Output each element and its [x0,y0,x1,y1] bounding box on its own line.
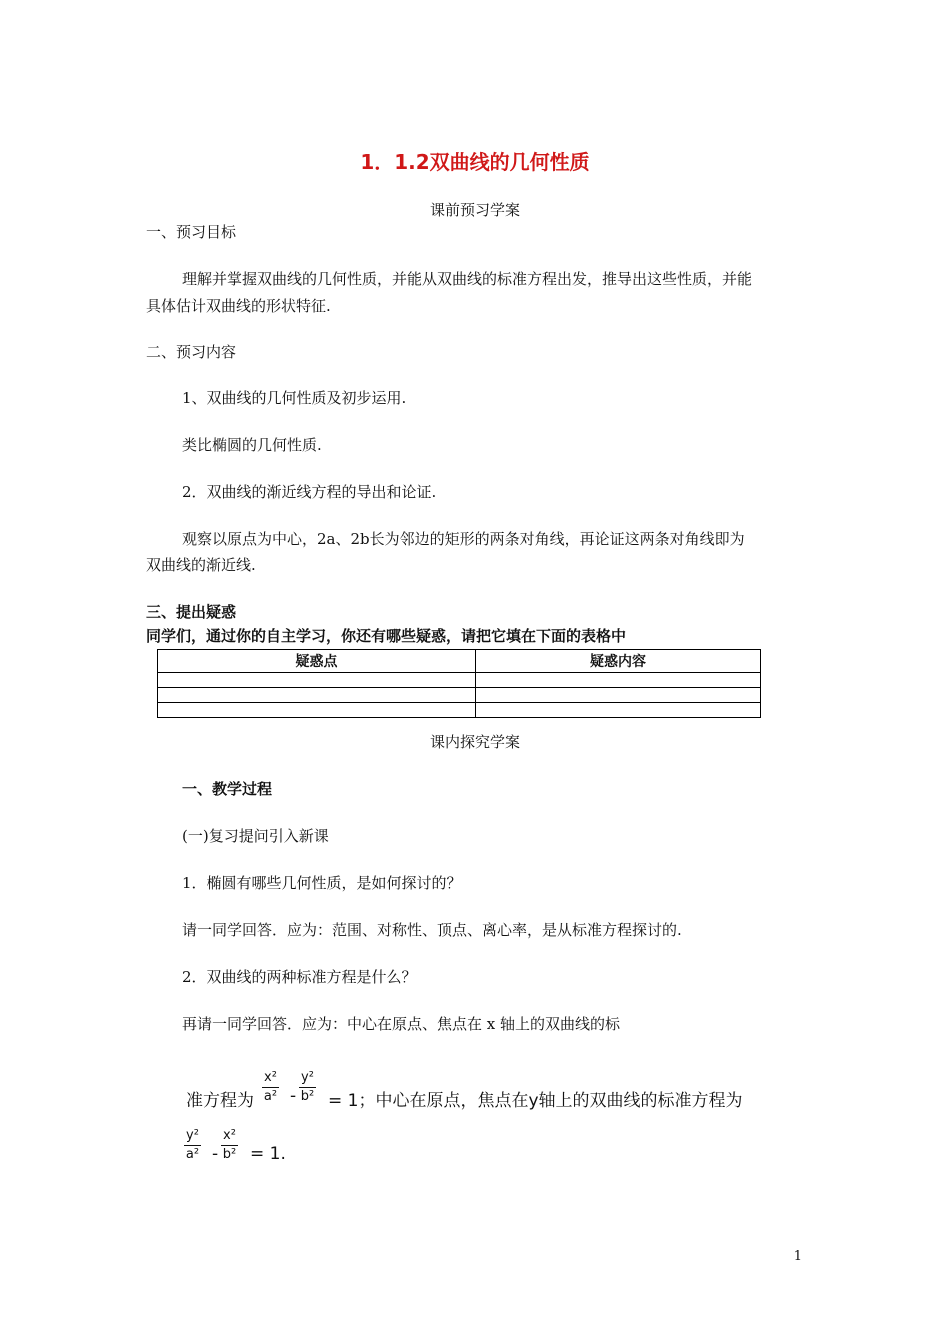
table-cell[interactable] [476,688,761,703]
table-cell[interactable] [158,703,476,718]
table-cell[interactable] [476,703,761,718]
heading-teaching-process: 一、教学过程 [182,780,273,798]
minus-sign: - [290,1086,297,1106]
table-header-content: 疑惑内容 [476,650,761,673]
section-heading-preview: 课前预习学案 [429,201,520,219]
content-item-2-line2: 双曲线的渐近线. [146,556,256,574]
table-cell[interactable] [476,673,761,688]
subheading-review: (一)复习提问引入新课 [182,827,329,845]
table-header-point: 疑惑点 [158,650,476,673]
equation-end: = 1. [250,1144,286,1164]
answer-2: 再请一同学回答．应为：中心在原点、焦点在 x 轴上的双曲线的标 [182,1015,620,1033]
goal-text-line2: 具体估计双曲线的形状特征. [146,297,331,315]
section-heading-inclass: 课内探究学案 [429,733,520,751]
heading-preview-goal: 一、预习目标 [146,223,237,241]
table-cell[interactable] [158,673,476,688]
equation-prefix: 准方程为 [186,1091,254,1111]
content-item-2: 2．双曲线的渐近线方程的导出和论证. [182,483,437,501]
page-title: 1．1.2双曲线的几何性质 [360,150,590,174]
table-row [158,688,761,703]
equation-middle-text: = 1；中心在原点，焦点在y轴上的双曲线的标准方程为 [328,1091,743,1111]
heading-preview-content: 二、预习内容 [146,343,237,361]
content-item-2-line1: 观察以原点为中心，2a、2b长为邻边的矩形的两条对角线，再论证这两条对角线即为 [182,530,745,548]
fraction-x2-over-a2: $\frac{\text{x²}}{\text{a²}}$ [263,1070,278,1104]
minus-sign-2: - [212,1144,219,1164]
table-row [158,703,761,718]
fraction-x2-over-b2: $\frac{\text{x²}}{\text{b²}}$ [222,1128,237,1162]
question-2: 2．双曲线的两种标准方程是什么？ [182,968,417,986]
heading-questions: 三、提出疑惑 [146,603,237,621]
goal-text-line1: 理解并掌握双曲线的几何性质，并能从双曲线的标准方程出发，推导出这些性质，并能 [182,270,753,288]
table-cell[interactable] [158,688,476,703]
content-item-1-sub: 类比椭圆的几何性质. [182,436,322,454]
question-1: 1．椭圆有哪些几何性质，是如何探讨的？ [182,874,462,892]
fraction-y2-over-b2: $\frac{\text{y²}}{\text{b²}}$ [300,1070,315,1104]
table-row [158,673,761,688]
fraction-y2-over-a2: $\frac{\text{y²}}{\text{a²}}$ [185,1128,200,1162]
page-number: 1 [793,1249,802,1264]
content-item-1: 1、双曲线的几何性质及初步运用. [182,389,407,407]
answer-1: 请一同学回答．应为：范围、对称性、顶点、离心率，是从标准方程探讨的. [182,921,682,939]
questions-instruction: 同学们，通过你的自主学习，你还有哪些疑惑，请把它填在下面的表格中 [146,627,627,645]
questions-table [157,649,761,718]
